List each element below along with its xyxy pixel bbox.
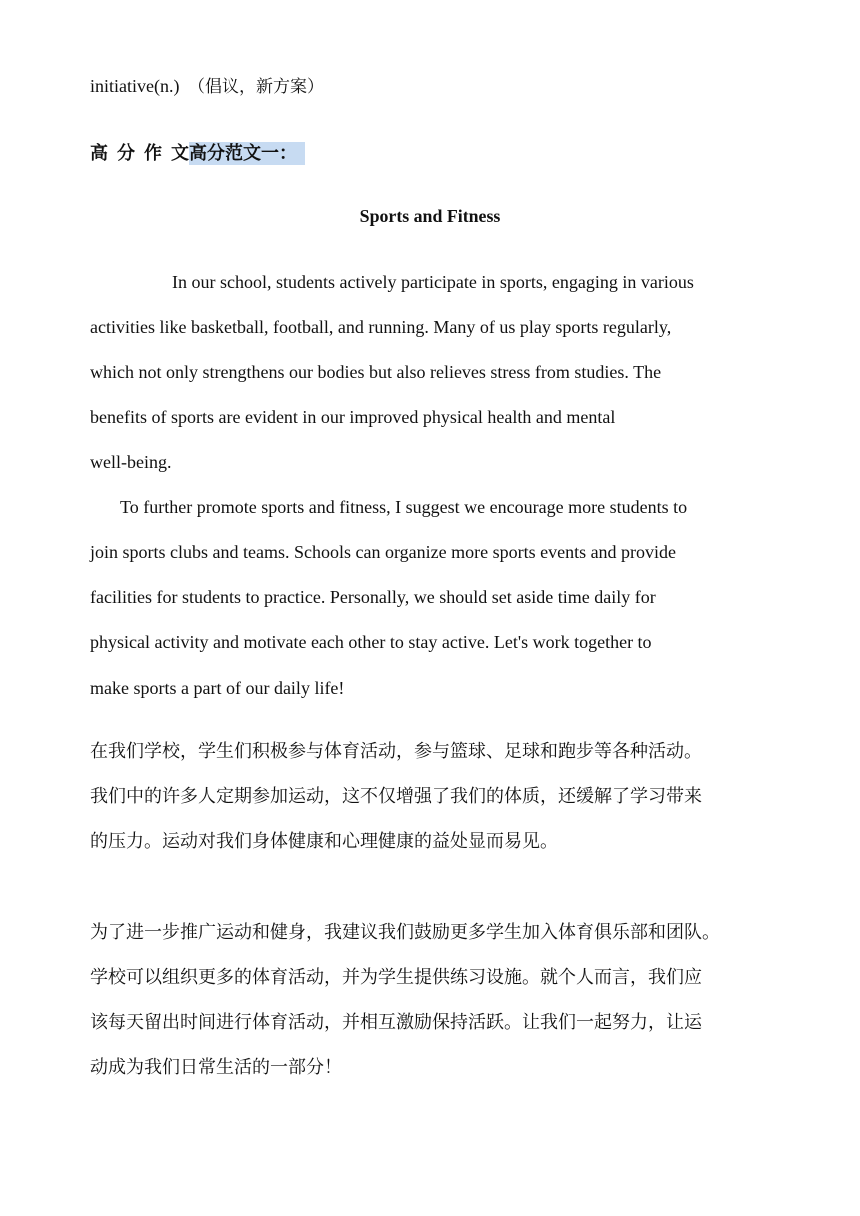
- translation-line: 学校可以组织更多的体育活动，并为学生提供练习设施。就个人而言，我们应: [90, 967, 702, 988]
- heading-text-last: 文: [171, 143, 189, 163]
- translation-line: 动成为我们日常生活的一部分！: [90, 1057, 342, 1078]
- essay-line: join sports clubs and teams. Schools can organize more sports events and provide: [90, 542, 677, 562]
- translation-line: 我们中的许多人定期参加运动，这不仅增强了我们的体质，还缓解了学习带来: [90, 786, 702, 807]
- essay-line: make sports a part of our daily life!: [90, 678, 345, 698]
- translation-line: 为了进一步推广运动和健身，我建议我们鼓励更多学生加入体育俱乐部和团队。: [90, 922, 720, 943]
- vocab-gloss: （倡议，新方案）: [187, 77, 324, 97]
- sample-label-highlighted[interactable]: 高分范文一：: [189, 142, 305, 165]
- essay-line: In our school, students actively participate in sports, engaging in various: [172, 272, 694, 292]
- essay-line: activities like basketball, football, and running. Many of us play sports regularly,: [90, 317, 672, 337]
- essay-line: physical activity and motivate each other to stay active. Let's work together to: [90, 632, 652, 652]
- section-heading: [90, 141, 305, 165]
- vocab-entry: [90, 75, 324, 98]
- translation-line: 该每天留出时间进行体育活动，并相互激励保持活跃。让我们一起努力，让运: [90, 1012, 702, 1033]
- essay-line: which not only strengthens our bodies but also relieves stress from studies. The: [90, 362, 662, 382]
- vocab-term: initiative(n.): [90, 76, 180, 96]
- essay-line: well-being.: [90, 452, 172, 472]
- heading-text: 高分作: [90, 143, 171, 163]
- essay-line: To further promote sports and fitness, I suggest we encourage more students to: [120, 497, 688, 517]
- translation-line: 在我们学校，学生们积极参与体育活动，参与篮球、足球和跑步等各种活动。: [90, 741, 702, 762]
- essay-line: facilities for students to practice. Personally, we should set aside time daily for: [90, 587, 656, 607]
- translation-line: 的压力。运动对我们身体健康和心理健康的益处显而易见。: [90, 831, 558, 852]
- essay-line: benefits of sports are evident in our improved physical health and mental: [90, 407, 616, 427]
- essay-title: Sports and Fitness: [359, 206, 501, 226]
